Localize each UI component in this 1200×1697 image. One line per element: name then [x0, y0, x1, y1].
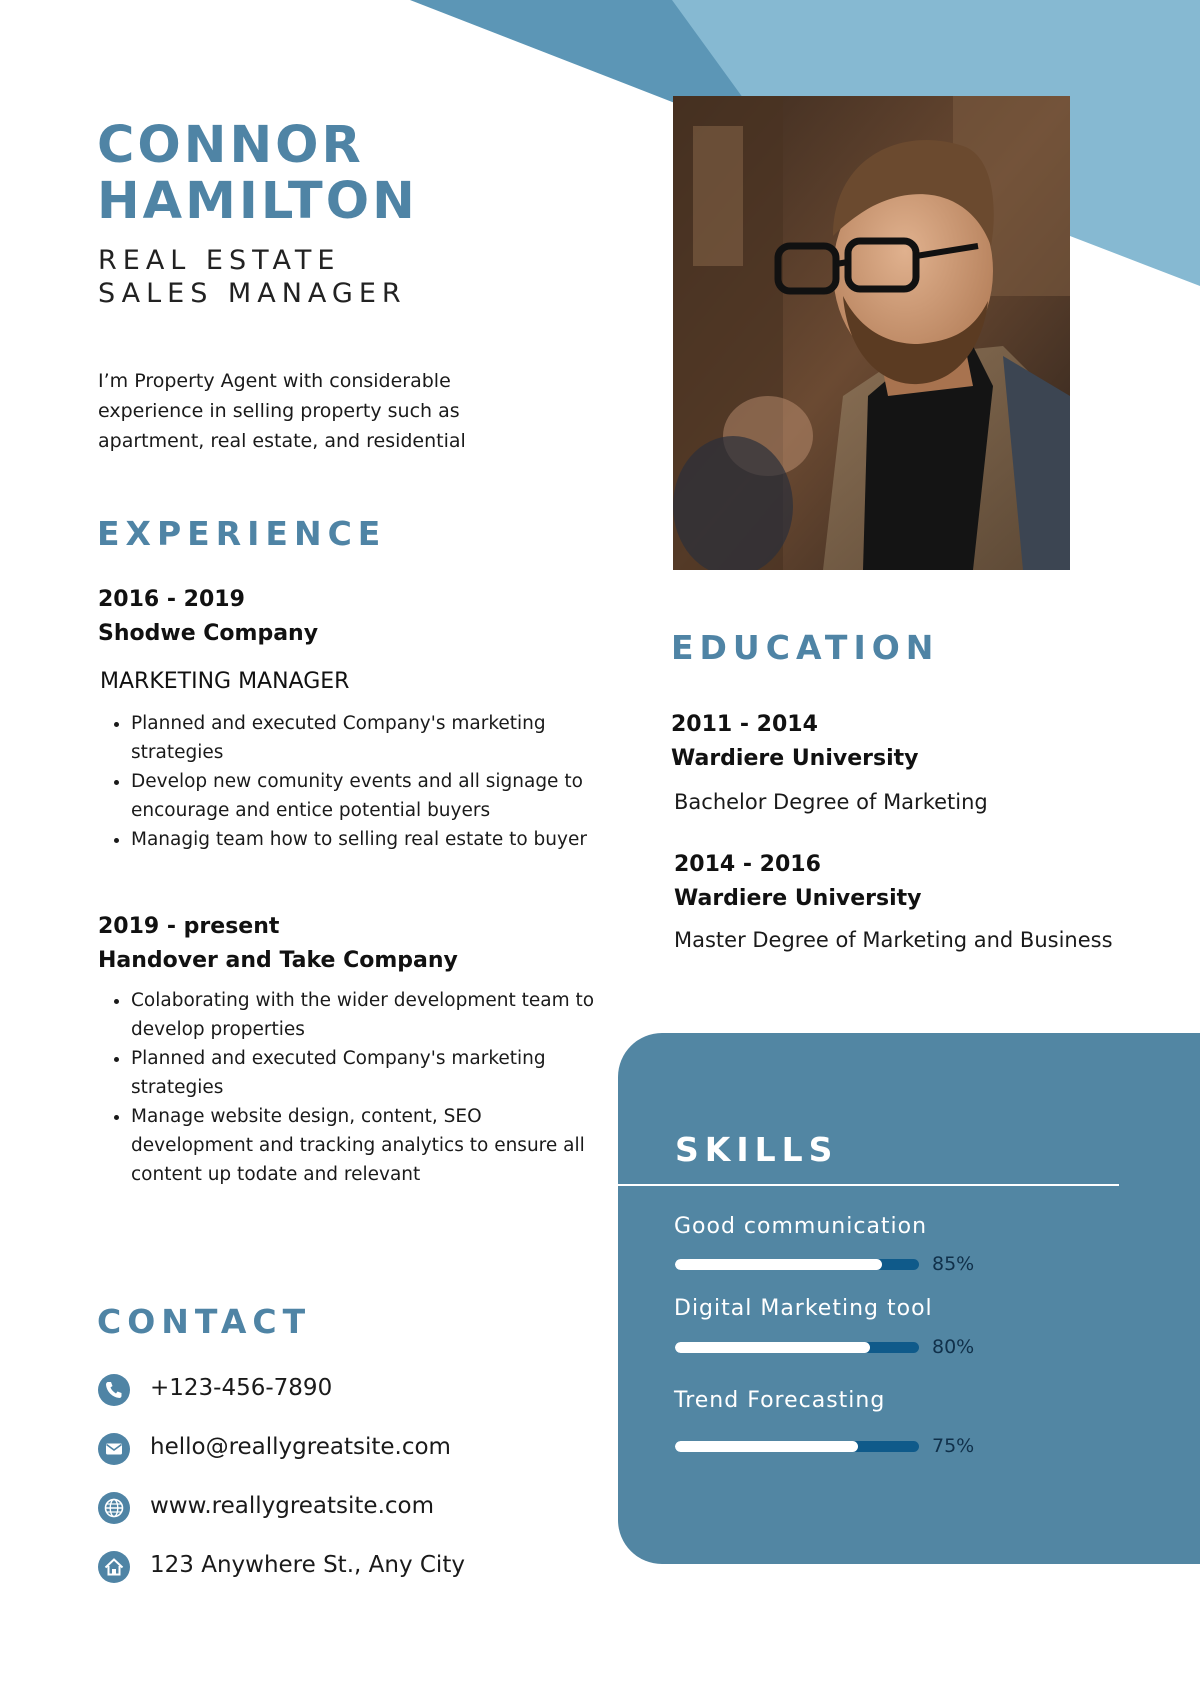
- contact-heading: CONTACT: [97, 1302, 312, 1341]
- skill-1-bar: [675, 1259, 919, 1270]
- job-title-line-2: SALES MANAGER: [98, 278, 407, 309]
- intro-text: I’m Property Agent with considerable experience in selling property such as apartment, real estate, and residential: [98, 370, 466, 452]
- education-2-years: 2014 - 2016: [674, 852, 821, 877]
- list-item: • Manage website design, content, SEO development and tracking analytics to ensure all content up todate and relevant: [131, 1102, 601, 1189]
- job-1-years: 2016 - 2019: [98, 587, 245, 612]
- phone-icon: [97, 1373, 131, 1407]
- email-icon: [97, 1432, 131, 1466]
- contact-email[interactable]: hello@reallygreatsite.com: [150, 1434, 451, 1460]
- experience-heading: EXPERIENCE: [97, 514, 387, 553]
- job-1-role: MARKETING MANAGER: [100, 669, 350, 694]
- job-2-company: Handover and Take Company: [98, 948, 458, 973]
- education-1-degree: Bachelor Degree of Marketing: [674, 790, 988, 814]
- contact-phone[interactable]: +123-456-7890: [150, 1375, 333, 1401]
- job-2-bullets: [99, 986, 601, 1189]
- skill-2-percent: 80%: [932, 1336, 975, 1358]
- first-name: CONNOR: [97, 116, 364, 175]
- list-item: • Planned and executed Company's marketing strategies: [131, 709, 601, 767]
- job-1-bullets: [99, 709, 601, 854]
- education-heading: EDUCATION: [671, 628, 940, 667]
- skill-3-percent: 75%: [932, 1435, 975, 1457]
- education-1-school: Wardiere University: [671, 746, 919, 771]
- skill-3-name: Trend Forecasting: [674, 1388, 886, 1413]
- education-2-school: Wardiere University: [674, 886, 922, 911]
- profile-photo: [673, 96, 1070, 570]
- education-1-years: 2011 - 2014: [671, 712, 818, 737]
- contact-address: 123 Anywhere St., Any City: [150, 1552, 465, 1578]
- job-title-line-1: REAL ESTATE: [98, 245, 341, 276]
- skills-heading: SKILLS: [675, 1130, 839, 1169]
- skills-divider: [618, 1184, 1119, 1186]
- skill-2-bar: [675, 1342, 919, 1353]
- skill-1-name: Good communication: [674, 1214, 928, 1239]
- skill-2-name: Digital Marketing tool: [674, 1296, 933, 1321]
- skill-3-bar: [675, 1441, 919, 1452]
- portrait-illustration: [673, 96, 1070, 570]
- last-name: HAMILTON: [97, 172, 418, 231]
- job-title: [98, 244, 407, 310]
- home-icon: [97, 1550, 131, 1584]
- job-1-company: Shodwe Company: [98, 621, 319, 646]
- skill-3-bar-fill: [675, 1441, 858, 1452]
- list-item: • Colaborating with the wider development team to develop properties: [131, 986, 601, 1044]
- globe-icon: [97, 1491, 131, 1525]
- list-item: • Planned and executed Company's marketing strategies: [131, 1044, 601, 1102]
- contact-website[interactable]: www.reallygreatsite.com: [150, 1493, 435, 1519]
- skill-1-bar-fill: [675, 1259, 882, 1270]
- education-2-degree: Master Degree of Marketing and Business: [674, 928, 1113, 952]
- list-item: • Managig team how to selling real estate to buyer: [131, 825, 601, 854]
- candidate-name: [97, 118, 418, 230]
- skill-2-bar-fill: [675, 1342, 870, 1353]
- skill-1-percent: 85%: [932, 1253, 975, 1275]
- list-item: • Develop new comunity events and all signage to encourage and entice potential buyers: [131, 767, 601, 825]
- job-2-years: 2019 - present: [98, 914, 280, 939]
